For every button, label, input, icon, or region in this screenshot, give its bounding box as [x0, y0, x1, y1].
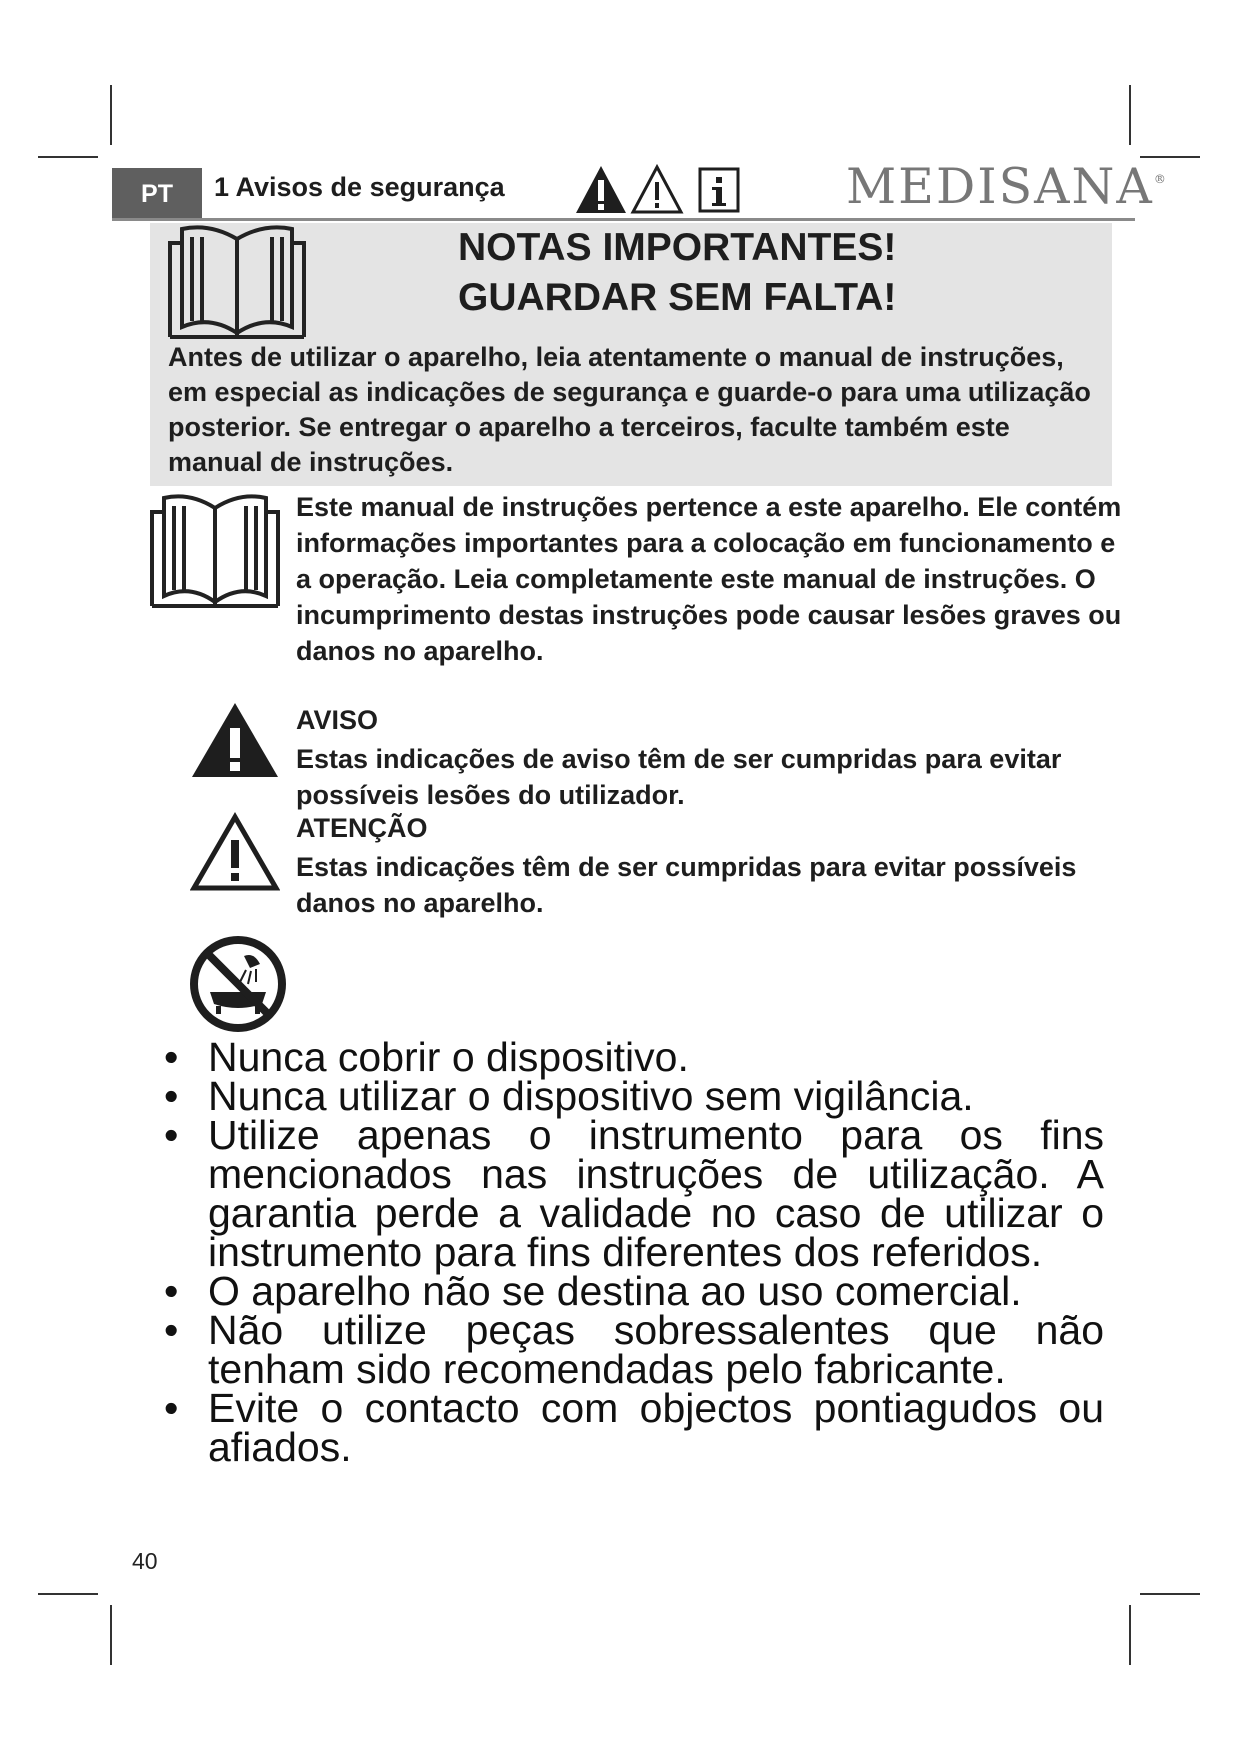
warning-filled-icon: [576, 166, 626, 213]
important-notice-text: Antes de utilizar o aparelho, leia atentamente o manual de instruções, em especial as indicações de segurança e guarde-o para uma utilização posterior. Se entregar o aparelho a terceiros, faculte também este manual de instruções.: [168, 342, 1091, 477]
aviso-text: Estas indicações de aviso têm de ser cumpridas para evitar possíveis lesões do utilizador.: [296, 744, 1062, 810]
crop-mark: [1140, 1593, 1200, 1595]
header-icons: [574, 163, 744, 215]
crop-mark: [38, 156, 98, 158]
atencao-title: ATENÇÃO: [296, 813, 428, 843]
aviso-title: AVISO: [296, 705, 379, 735]
list-item: • Evite o contacto com objectos pontiagudos ou afiados.: [164, 1385, 1104, 1470]
crop-mark: [1129, 1605, 1131, 1665]
brand-logo: MEDISANA®: [846, 158, 1168, 215]
safety-bullet-list: [164, 1034, 1104, 1470]
manual-note-text: Este manual de instruções pertence a este aparelho. Ele contém informações importantes para a colocação em funcionamento e a operação. Leia completamente este manual de instruções. O incumprimento destas instruções pode causar lesões graves ou danos no aparelho.: [296, 492, 1122, 666]
warning-filled-icon: [190, 700, 280, 780]
list-item: • Não utilize peças sobressalentes que não tenham sido recomendadas pelo fabricante.: [164, 1307, 1104, 1392]
atencao-text: Estas indicações têm de ser cumpridas para evitar possíveis danos no aparelho.: [296, 852, 1077, 918]
headline-important-notes: NOTAS IMPORTANTES!: [458, 226, 897, 269]
crop-mark: [110, 85, 112, 145]
language-badge: PT: [112, 168, 202, 220]
list-item: • O aparelho não se destina ao uso comercial.: [164, 1268, 1022, 1314]
headline-keep: GUARDAR SEM FALTA!: [458, 276, 897, 319]
info-icon: [700, 169, 738, 211]
warning-outline-icon: [633, 167, 681, 212]
book-icon: [166, 223, 312, 341]
warning-outline-icon: [190, 812, 280, 892]
section-title: 1 Avisos de segurança: [214, 172, 505, 202]
header-divider: [112, 218, 1135, 221]
crop-mark: [110, 1605, 112, 1665]
list-item: • Nunca cobrir o dispositivo.: [164, 1034, 689, 1080]
list-item: • Nunca utilizar o dispositivo sem vigilância.: [164, 1073, 974, 1119]
list-item: • Utilize apenas o instrumento para os fins mencionados nas instruções de utilização. A garantia perde a validade no caso de utilizar o instrumento para fins diferentes dos referidos.: [164, 1112, 1104, 1275]
crop-mark: [1129, 85, 1131, 145]
page-number: 40: [132, 1548, 158, 1574]
no-bath-icon: [188, 934, 288, 1034]
manual-book-icon: [148, 492, 284, 610]
crop-mark: [38, 1593, 98, 1595]
